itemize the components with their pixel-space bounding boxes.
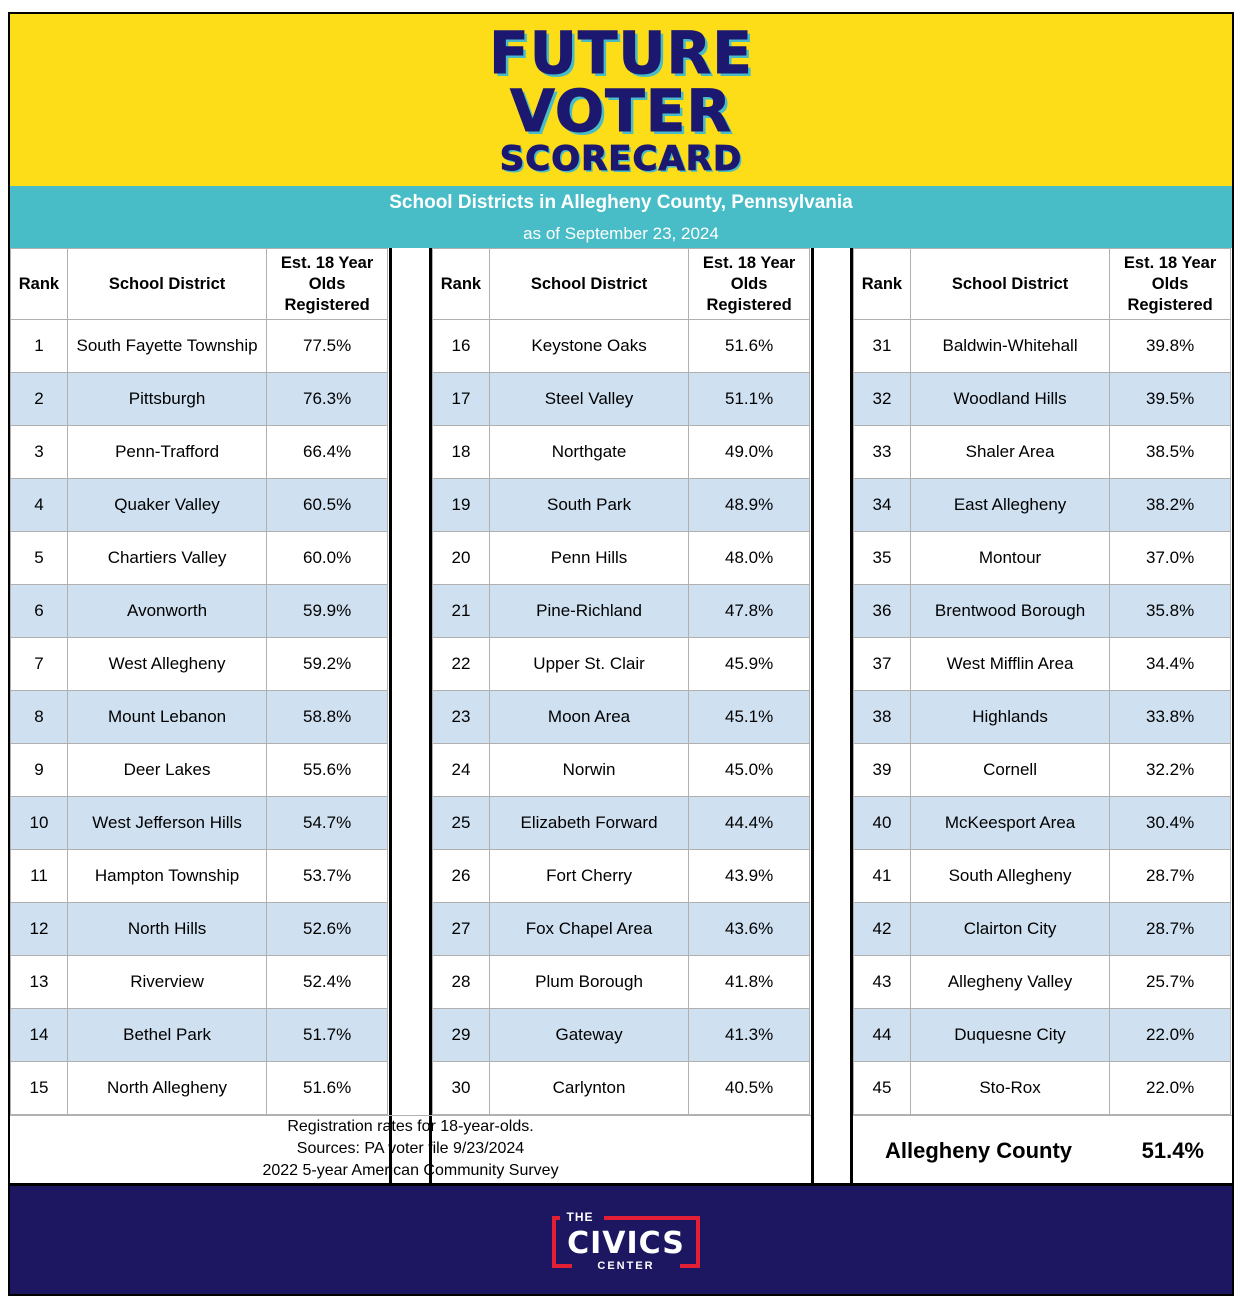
civics-center-logo: [552, 1210, 700, 1272]
table-row: [854, 744, 1231, 797]
district-cell: Elizabeth Forward: [489, 797, 688, 850]
pct-cell: 43.6%: [689, 903, 810, 956]
table-row: [433, 956, 810, 1009]
table-row: [854, 1062, 1231, 1115]
table-header-row: [854, 249, 1231, 320]
pct-cell: 76.3%: [267, 373, 388, 426]
pct-header: [689, 249, 810, 320]
rank-cell: 19: [433, 479, 490, 532]
rank-cell: 11: [11, 850, 68, 903]
table-header-row: [433, 249, 810, 320]
rank-cell: 12: [11, 903, 68, 956]
district-cell: Gateway: [489, 1009, 688, 1062]
pct-cell: 38.2%: [1110, 479, 1231, 532]
table-row: [433, 744, 810, 797]
rank-cell: 24: [433, 744, 490, 797]
rank-cell: 15: [11, 1062, 68, 1115]
pct-cell: 22.0%: [1110, 1062, 1231, 1115]
logo-line-3: SCORECARD: [499, 139, 743, 179]
rank-cell: 18: [433, 426, 490, 479]
district-cell: Pine-Richland: [489, 585, 688, 638]
county-total-value: 51.4%: [1141, 1138, 1204, 1163]
district-cell: Clairton City: [910, 903, 1109, 956]
pct-cell: 52.4%: [267, 956, 388, 1009]
pct-cell: 39.8%: [1110, 320, 1231, 373]
pct-header-line: Registered: [1127, 295, 1213, 314]
title-banner: [10, 14, 1232, 186]
district-cell: McKeesport Area: [910, 797, 1109, 850]
pct-cell: 48.9%: [689, 479, 810, 532]
table-row: [854, 956, 1231, 1009]
table-row: [11, 585, 388, 638]
pct-cell: 22.0%: [1110, 1009, 1231, 1062]
rank-cell: 41: [854, 850, 911, 903]
rank-header: Rank: [854, 249, 911, 320]
table-row: [854, 903, 1231, 956]
district-cell: Fox Chapel Area: [489, 903, 688, 956]
district-cell: Woodland Hills: [910, 373, 1109, 426]
rank-cell: 31: [854, 320, 911, 373]
district-header: School District: [489, 249, 688, 320]
pct-cell: 59.9%: [267, 585, 388, 638]
rank-cell: 14: [11, 1009, 68, 1062]
logo-center: CENTER: [597, 1260, 655, 1272]
pct-cell: 43.9%: [689, 850, 810, 903]
district-cell: Chartiers Valley: [67, 532, 266, 585]
pct-cell: 37.0%: [1110, 532, 1231, 585]
rank-cell: 27: [433, 903, 490, 956]
district-cell: Norwin: [489, 744, 688, 797]
rank-cell: 22: [433, 638, 490, 691]
district-cell: Sto-Rox: [910, 1062, 1109, 1115]
rank-cell: 4: [11, 479, 68, 532]
rank-cell: 10: [11, 797, 68, 850]
rank-cell: 35: [854, 532, 911, 585]
table-row: [11, 903, 388, 956]
table-row: [433, 638, 810, 691]
district-cell: West Allegheny: [67, 638, 266, 691]
district-cell: Plum Borough: [489, 956, 688, 1009]
pct-cell: 51.7%: [267, 1009, 388, 1062]
rank-cell: 5: [11, 532, 68, 585]
rank-cell: 29: [433, 1009, 490, 1062]
table-row: [854, 585, 1231, 638]
rank-cell: 1: [11, 320, 68, 373]
ranking-table-2: [432, 248, 810, 1115]
source-notes: [10, 1115, 811, 1184]
rank-cell: 21: [433, 585, 490, 638]
rank-cell: 36: [854, 585, 911, 638]
date-line: as of September 23, 2024: [523, 224, 719, 243]
rank-cell: 33: [854, 426, 911, 479]
district-header: School District: [910, 249, 1109, 320]
pct-cell: 59.2%: [267, 638, 388, 691]
table-row: [11, 532, 388, 585]
table-row: [11, 850, 388, 903]
pct-header-line: Olds: [730, 274, 768, 293]
table-row: [11, 956, 388, 1009]
pct-cell: 47.8%: [689, 585, 810, 638]
logo-civics: CIVICS: [567, 1226, 685, 1261]
rank-cell: 17: [433, 373, 490, 426]
column-divider: [811, 248, 814, 1184]
table-row: [854, 426, 1231, 479]
pct-cell: 60.5%: [267, 479, 388, 532]
district-cell: Fort Cherry: [489, 850, 688, 903]
rank-header: Rank: [11, 249, 68, 320]
district-cell: Brentwood Borough: [910, 585, 1109, 638]
pct-cell: 51.6%: [267, 1062, 388, 1115]
pct-cell: 52.6%: [267, 903, 388, 956]
table-row: [433, 691, 810, 744]
notes-line: Sources: PA voter file 9/23/2024: [296, 1140, 525, 1157]
rank-cell: 7: [11, 638, 68, 691]
table-row: [854, 479, 1231, 532]
table-row: [854, 532, 1231, 585]
notes-line: Registration rates for 18-year-olds.: [287, 1118, 534, 1135]
district-cell: North Allegheny: [67, 1062, 266, 1115]
table-row: [854, 320, 1231, 373]
district-header: School District: [67, 249, 266, 320]
district-cell: Allegheny Valley: [910, 956, 1109, 1009]
subtitle-bar: [10, 186, 1232, 248]
pct-cell: 58.8%: [267, 691, 388, 744]
pct-header: [1110, 249, 1231, 320]
pct-cell: 28.7%: [1110, 903, 1231, 956]
pct-cell: 54.7%: [267, 797, 388, 850]
rank-cell: 23: [433, 691, 490, 744]
table-row: [433, 850, 810, 903]
rank-cell: 6: [11, 585, 68, 638]
district-cell: West Jefferson Hills: [67, 797, 266, 850]
footer-bar: [10, 1183, 1232, 1294]
pct-cell: 45.9%: [689, 638, 810, 691]
district-cell: Bethel Park: [67, 1009, 266, 1062]
district-cell: Moon Area: [489, 691, 688, 744]
logo-bracket: [552, 1216, 560, 1220]
table-header-row: [11, 249, 388, 320]
logo-line-2: VOTER: [509, 77, 733, 145]
pct-header-line: Olds: [1151, 274, 1189, 293]
rank-cell: 42: [854, 903, 911, 956]
pct-cell: 39.5%: [1110, 373, 1231, 426]
table-row: [11, 638, 388, 691]
rank-cell: 3: [11, 426, 68, 479]
district-cell: Riverview: [67, 956, 266, 1009]
rank-cell: 44: [854, 1009, 911, 1062]
district-cell: Upper St. Clair: [489, 638, 688, 691]
table-row: [854, 850, 1231, 903]
table-row: [854, 638, 1231, 691]
pct-cell: 25.7%: [1110, 956, 1231, 1009]
table-row: [433, 373, 810, 426]
district-cell: Hampton Township: [67, 850, 266, 903]
logo-bracket: [604, 1216, 700, 1220]
table-row: [11, 797, 388, 850]
ranking-table-3: [853, 248, 1231, 1115]
pct-cell: 35.8%: [1110, 585, 1231, 638]
rank-cell: 34: [854, 479, 911, 532]
pct-cell: 77.5%: [267, 320, 388, 373]
district-cell: East Allegheny: [910, 479, 1109, 532]
logo-line-1: FUTURE: [489, 19, 753, 87]
table-row: [854, 1009, 1231, 1062]
pct-cell: 55.6%: [267, 744, 388, 797]
scorecard-frame: [8, 12, 1234, 1296]
rank-cell: 43: [854, 956, 911, 1009]
table-row: [433, 426, 810, 479]
rank-cell: 9: [11, 744, 68, 797]
rank-cell: 25: [433, 797, 490, 850]
pct-cell: 40.5%: [689, 1062, 810, 1115]
ranking-table-1: [10, 248, 388, 1115]
pct-cell: 44.4%: [689, 797, 810, 850]
district-cell: Penn Hills: [489, 532, 688, 585]
table-row: [433, 479, 810, 532]
rank-cell: 37: [854, 638, 911, 691]
district-cell: Montour: [910, 532, 1109, 585]
district-cell: South Allegheny: [910, 850, 1109, 903]
district-cell: Mount Lebanon: [67, 691, 266, 744]
pct-cell: 53.7%: [267, 850, 388, 903]
pct-cell: 32.2%: [1110, 744, 1231, 797]
rank-cell: 40: [854, 797, 911, 850]
pct-cell: 66.4%: [267, 426, 388, 479]
district-cell: Keystone Oaks: [489, 320, 688, 373]
column-divider: [389, 248, 392, 1184]
rank-cell: 26: [433, 850, 490, 903]
table-row: [11, 479, 388, 532]
pct-cell: 41.3%: [689, 1009, 810, 1062]
table-row: [854, 691, 1231, 744]
rank-cell: 13: [11, 956, 68, 1009]
table-row: [433, 585, 810, 638]
pct-cell: 38.5%: [1110, 426, 1231, 479]
table-row: [11, 1062, 388, 1115]
district-cell: Penn-Trafford: [67, 426, 266, 479]
table-row: [854, 373, 1231, 426]
table-row: [433, 532, 810, 585]
rank-cell: 45: [854, 1062, 911, 1115]
pct-cell: 45.0%: [689, 744, 810, 797]
table-row: [11, 691, 388, 744]
rank-cell: 16: [433, 320, 490, 373]
rank-cell: 39: [854, 744, 911, 797]
table-row: [433, 903, 810, 956]
pct-header-line: Est. 18 Year: [280, 253, 374, 272]
rank-cell: 20: [433, 532, 490, 585]
pct-cell: 49.0%: [689, 426, 810, 479]
rank-header: Rank: [433, 249, 490, 320]
future-voter-scorecard-logo: [10, 19, 1232, 179]
notes-line: 2022 5-year American Community Survey: [262, 1162, 559, 1179]
rank-cell: 32: [854, 373, 911, 426]
table-row: [433, 1009, 810, 1062]
district-cell: Quaker Valley: [67, 479, 266, 532]
logo-the: THE: [566, 1210, 594, 1224]
pct-cell: 45.1%: [689, 691, 810, 744]
rank-cell: 8: [11, 691, 68, 744]
district-cell: Carlynton: [489, 1062, 688, 1115]
district-cell: West Mifflin Area: [910, 638, 1109, 691]
district-cell: Baldwin-Whitehall: [910, 320, 1109, 373]
district-cell: Northgate: [489, 426, 688, 479]
pct-header-line: Registered: [706, 295, 792, 314]
rank-cell: 2: [11, 373, 68, 426]
pct-header: [267, 249, 388, 320]
district-cell: Highlands: [910, 691, 1109, 744]
district-cell: Avonworth: [67, 585, 266, 638]
district-cell: South Park: [489, 479, 688, 532]
pct-cell: 60.0%: [267, 532, 388, 585]
pct-cell: 41.8%: [689, 956, 810, 1009]
district-cell: Steel Valley: [489, 373, 688, 426]
table-row: [433, 797, 810, 850]
pct-cell: 34.4%: [1110, 638, 1231, 691]
pct-header-line: Olds: [308, 274, 346, 293]
district-cell: Shaler Area: [910, 426, 1109, 479]
subtitle: School Districts in Allegheny County, Pennsylvania: [389, 192, 853, 213]
table-row: [433, 320, 810, 373]
pct-cell: 48.0%: [689, 532, 810, 585]
district-cell: Deer Lakes: [67, 744, 266, 797]
table-row: [854, 797, 1231, 850]
rank-cell: 38: [854, 691, 911, 744]
table-row: [11, 1009, 388, 1062]
district-cell: North Hills: [67, 903, 266, 956]
county-total: [853, 1115, 1232, 1184]
county-total-label: Allegheny County: [885, 1138, 1073, 1163]
district-cell: Duquesne City: [910, 1009, 1109, 1062]
pct-cell: 30.4%: [1110, 797, 1231, 850]
pct-header-line: Est. 18 Year: [1123, 253, 1217, 272]
pct-cell: 33.8%: [1110, 691, 1231, 744]
district-cell: Pittsburgh: [67, 373, 266, 426]
pct-cell: 51.6%: [689, 320, 810, 373]
table-row: [11, 426, 388, 479]
district-cell: South Fayette Township: [67, 320, 266, 373]
table-row: [11, 320, 388, 373]
pct-header-line: Est. 18 Year: [702, 253, 796, 272]
table-row: [11, 744, 388, 797]
table-row: [11, 373, 388, 426]
pct-cell: 28.7%: [1110, 850, 1231, 903]
district-cell: Cornell: [910, 744, 1109, 797]
pct-header-line: Registered: [284, 295, 370, 314]
rank-cell: 28: [433, 956, 490, 1009]
table-row: [433, 1062, 810, 1115]
rank-cell: 30: [433, 1062, 490, 1115]
pct-cell: 51.1%: [689, 373, 810, 426]
